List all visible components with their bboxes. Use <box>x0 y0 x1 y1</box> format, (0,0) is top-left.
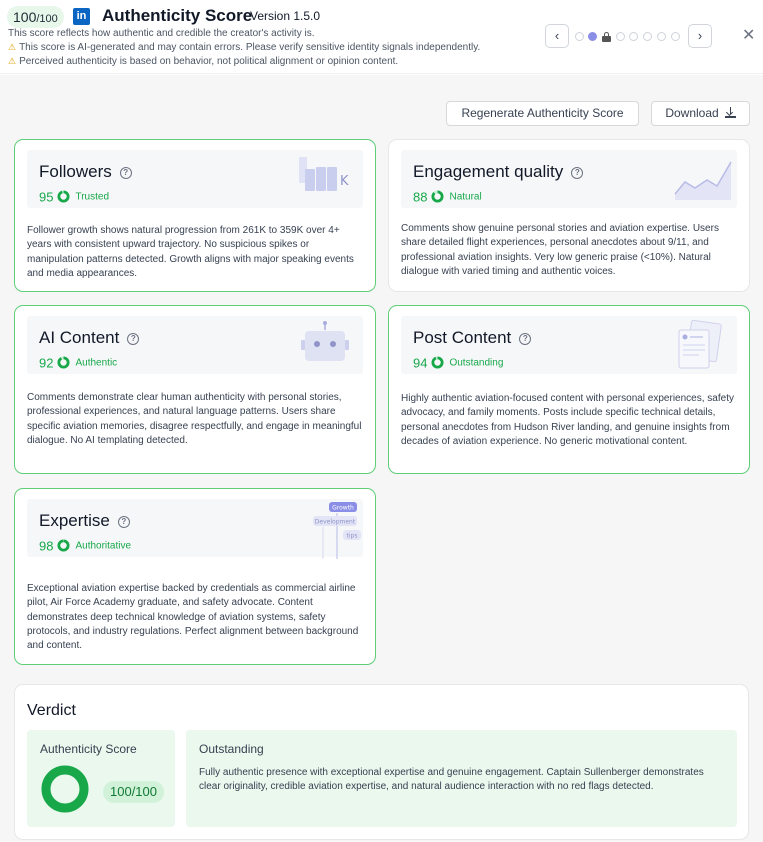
score-value: 88 <box>413 189 428 205</box>
tag-development: Development <box>314 518 356 526</box>
card-title: AI Content ? <box>39 328 139 348</box>
close-icon[interactable]: ✕ <box>742 27 756 44</box>
header-bar <box>0 0 763 74</box>
page-title: Authenticity Score <box>102 6 253 25</box>
linkedin-icon: in <box>73 8 90 25</box>
verdict-summary: Fully authentic presence with exceptional expertise and genuine engagement. Captain Sullenberger demonstrates clear originality, credible aviation expertise, and natural audience interaction with no red flags detected. <box>199 767 704 792</box>
main-content <box>0 75 763 842</box>
card-description: Highly authentic aviation-focused content with personal experiences, safety advocacy, and family moments. Posts include specific technical details, personal anecdotes from Hudson River landing, and genuine insights from decades of aviation experience. No generic motivational content. <box>401 393 734 447</box>
post-content-card <box>388 305 750 474</box>
score-value: 95 <box>39 189 54 205</box>
illus-k-label: K <box>340 174 349 189</box>
verdict-title: Verdict <box>27 702 76 719</box>
warning-line-2 <box>8 56 398 67</box>
warning-icon: ⚠ <box>8 42 17 52</box>
warning-line-1 <box>8 42 480 53</box>
warning-icon: ⚠ <box>8 56 17 66</box>
score-ring-icon <box>431 190 444 203</box>
card-title: Post Content ? <box>413 328 531 348</box>
help-icon[interactable]: ? <box>120 167 132 179</box>
card-description: Comments show genuine personal stories and aviation expertise. Users share detailed flight experiences, personal anecdotes about 9/11, and professional aviation insights. Very low generic praise (<10%). Natural dialogue with varied timing and authentic voices. <box>401 223 719 277</box>
help-icon[interactable]: ? <box>127 333 139 345</box>
engagement-card <box>388 139 750 292</box>
score-row <box>39 537 132 554</box>
score-ring-icon <box>57 539 70 552</box>
score-label: Authentic <box>75 357 118 369</box>
download-label: Download <box>665 106 719 120</box>
pagination-dot[interactable] <box>616 32 625 41</box>
warning-text-1: This score is AI-generated and may contain errors. Please verify sensitive identity signals independently. <box>19 42 481 53</box>
verdict-summary-box <box>186 730 737 827</box>
header-score-suffix: /100 <box>36 13 58 25</box>
pagination-dot[interactable] <box>629 32 638 41</box>
download-icon <box>725 107 736 118</box>
card-description: Exceptional aviation expertise backed by credentials as commercial airline pilot, Air Force Academy graduate, and safety advocate. Content demonstrates deep technical knowledge of aviation systems, safety protocols, and industry regulations. Perfect alignment between background and content. <box>27 583 359 652</box>
pagination-dot-active[interactable] <box>588 32 597 41</box>
version-label: Version 1.5.0 <box>250 9 321 23</box>
ring-fill <box>46 770 84 808</box>
warning-text-2: Perceived authenticity is based on behavior, not political alignment or opinion content. <box>19 56 399 67</box>
ring-fill <box>433 192 442 201</box>
score-value: 92 <box>39 355 54 371</box>
pagination-dot[interactable] <box>671 32 680 41</box>
verdict-score-pill: 100/100 <box>103 781 164 803</box>
download-button[interactable] <box>651 101 750 126</box>
card-header <box>27 499 363 557</box>
prev-button[interactable]: ‹ <box>545 24 569 48</box>
expertise-card <box>14 488 376 665</box>
ring-fill <box>59 192 68 201</box>
score-ring-icon <box>431 356 444 369</box>
documents-icon <box>675 318 725 372</box>
regenerate-button[interactable]: Regenerate Authenticity Score <box>446 101 639 126</box>
verdict-rating: Outstanding <box>199 742 264 756</box>
tag-tips: tips <box>346 532 358 540</box>
score-label: Natural <box>449 191 482 203</box>
card-title: Followers ? <box>39 162 132 182</box>
score-value: 98 <box>39 538 54 554</box>
header-subtitle: This score reflects how authentic and credible the creator's activity is. <box>8 28 315 39</box>
pagination-dot[interactable] <box>657 32 666 41</box>
score-label: Authoritative <box>75 540 132 552</box>
ai-content-card <box>14 305 376 474</box>
ring-fill <box>59 358 68 367</box>
card-description: Comments demonstrate clear human authenticity with personal stories, professional experiences, and natural language patterns. Users share specific aviation memories, disagree respectfully, and engage in meaningful dialogue. No AI templating detected. <box>27 392 362 446</box>
help-icon[interactable]: ? <box>571 167 583 179</box>
card-description: Follower growth shows natural progression from 261K to 359K over 4+ years with consistent upward trajectory. No suspicious spikes or manipulation patterns detected. Growth aligns with major speaking events and media appearances. <box>27 225 354 279</box>
followers-card <box>14 139 376 292</box>
lock-icon <box>602 32 611 42</box>
score-ring-icon <box>57 356 70 369</box>
card-header <box>401 316 737 374</box>
score-row <box>413 354 504 371</box>
verdict-score-box <box>27 730 175 827</box>
score-row <box>39 188 109 205</box>
verdict-score-ring <box>40 764 90 814</box>
help-icon[interactable]: ? <box>519 333 531 345</box>
next-button[interactable]: › <box>688 24 712 48</box>
card-title: Expertise ? <box>39 511 130 531</box>
area-chart-icon <box>673 156 735 200</box>
pagination-dot[interactable] <box>643 32 652 41</box>
robot-icon <box>299 320 351 366</box>
growth-tags-icon <box>299 501 365 561</box>
score-row <box>413 188 482 205</box>
ring-fill <box>433 358 442 367</box>
verdict-panel <box>14 684 749 840</box>
card-header <box>27 150 363 208</box>
pagination-dot[interactable] <box>575 32 584 41</box>
help-icon[interactable]: ? <box>118 516 130 528</box>
header-score-value: 100 <box>13 9 37 25</box>
score-ring-icon <box>57 190 70 203</box>
verdict-score-label: Authenticity Score <box>40 742 137 756</box>
card-header <box>27 316 363 374</box>
score-row <box>39 354 118 371</box>
card-title: Engagement quality ? <box>413 162 583 182</box>
header-score-badge <box>7 6 64 28</box>
score-value: 94 <box>413 355 428 371</box>
card-header <box>401 150 737 208</box>
bar-chart-k-icon <box>299 155 359 195</box>
score-label: Outstanding <box>449 357 504 369</box>
score-label: Trusted <box>75 191 109 203</box>
tag-growth: Growth <box>332 504 354 512</box>
